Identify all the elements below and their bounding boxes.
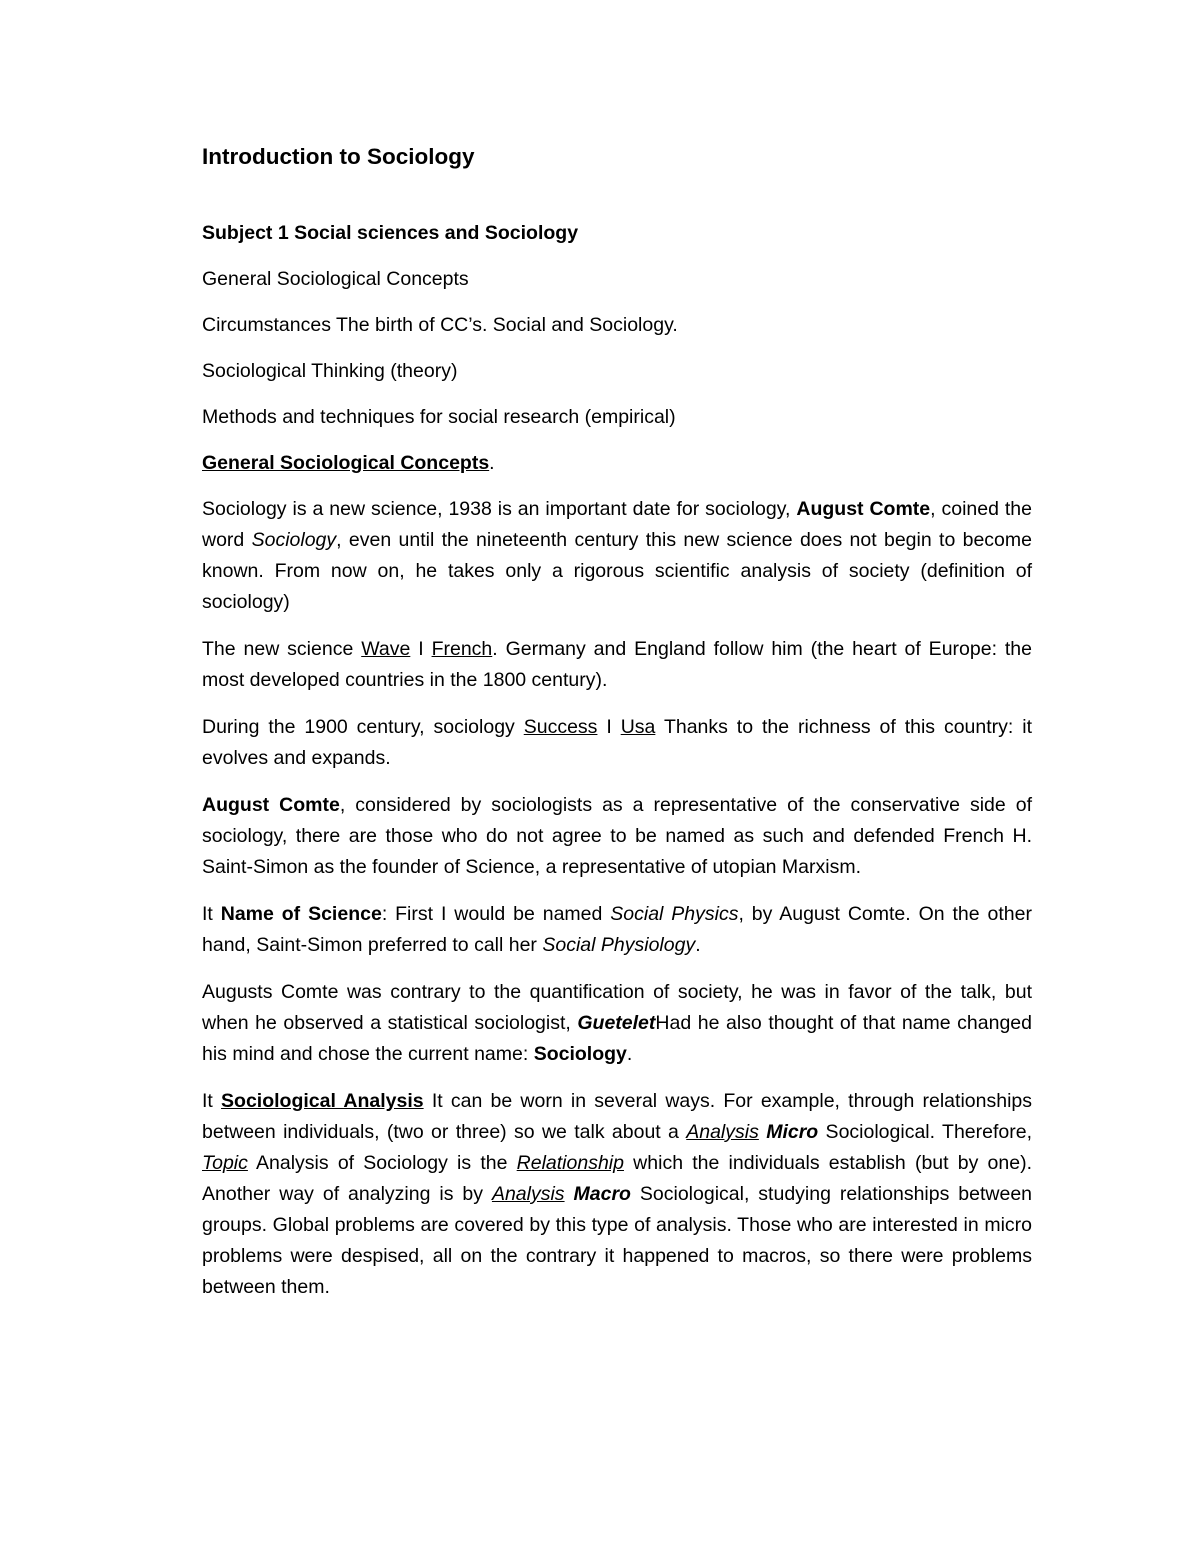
bold-term: August Comte xyxy=(796,498,931,520)
outline-item: General Sociological Concepts xyxy=(202,268,469,290)
document-title: Introduction to Sociology xyxy=(202,144,475,169)
text-run: . xyxy=(695,934,701,956)
text-run: , considered by sociologists as a representative of the conservative side of sociology, there are those who do not agree to be named as such and defended French H. Saint-Simon as the founder of Science, a representative of utopian Marxism. xyxy=(202,794,1032,878)
text-run: . xyxy=(626,1043,633,1065)
text-run: : First I would be named xyxy=(381,903,611,925)
bold-italic-term: Macro xyxy=(573,1183,631,1205)
outline-item: Circumstances The birth of CC’s. Social and Sociology. xyxy=(202,314,678,336)
text-run: Sociological. Therefore, xyxy=(818,1121,1032,1143)
text-run: The new science xyxy=(202,638,362,660)
outline-item: Methods and techniques for social research (empirical) xyxy=(202,406,676,428)
text-run: It can be worn in several ways. For example, through relationships between individuals, (two or three) so we talk about a xyxy=(202,1090,1032,1143)
paragraph-2 xyxy=(202,634,1032,696)
paragraph-7 xyxy=(202,1086,1032,1303)
bold-italic-term: Guetelet xyxy=(577,1012,656,1034)
text-run: , coined the word xyxy=(202,498,1032,551)
italic-underlined-term: Topic xyxy=(202,1152,248,1174)
underlined-term: Wave xyxy=(361,638,411,660)
section-heading: General Sociological Concepts xyxy=(202,452,490,474)
italic-underlined-term: Relationship xyxy=(516,1152,624,1174)
text-run: Sociology is a new science, 1938 is an important date for sociology, xyxy=(202,498,797,520)
bold-term: Name of Science xyxy=(220,903,382,925)
bold-term: August Comte xyxy=(202,794,340,816)
text-run: , by August Comte. On the other hand, Saint-Simon preferred to call her xyxy=(202,903,1032,956)
paragraph-5 xyxy=(202,899,1032,961)
bold-italic-term: Micro xyxy=(766,1121,819,1143)
text-run: I xyxy=(410,638,432,660)
text-run: . Germany and England follow him (the heart of Europe: the most developed countries in the 1800 century). xyxy=(202,638,1032,691)
text-run: Augusts Comte was contrary to the quantification of society, he was in favor of the talk, but when he observed a statistical sociologist, xyxy=(202,981,1032,1034)
section-heading-line xyxy=(202,448,1032,479)
text-run: I xyxy=(597,716,621,738)
underlined-term: Usa xyxy=(620,716,656,738)
italic-term: Social Physics xyxy=(610,903,739,925)
text-run xyxy=(565,1183,574,1205)
outline-item: Sociological Thinking (theory) xyxy=(202,360,458,382)
italic-term: Social Physiology xyxy=(542,934,696,956)
underlined-term: Success xyxy=(523,716,598,738)
bold-underlined-term: Sociological Analysis xyxy=(221,1090,424,1112)
document-page xyxy=(202,142,1032,1319)
text-run: which the individuals establish (but by one). Another way of analyzing is by xyxy=(202,1152,1033,1205)
text-run: Had he also thought of that name changed his mind and chose the current name: xyxy=(202,1012,1032,1065)
paragraph-6 xyxy=(202,977,1032,1070)
paragraph-1 xyxy=(202,494,1032,618)
bold-term: Sociology xyxy=(533,1043,627,1065)
italic-underlined-term: Analysis xyxy=(686,1121,759,1143)
text-run: Sociological, studying relationships between groups. Global problems are covered by this type of analysis. Those who are interested in micro problems were despised, all on the contrary it happened to macros, so there were problems between them. xyxy=(202,1183,1033,1298)
underlined-term: French xyxy=(431,638,493,660)
paragraph-3 xyxy=(202,712,1032,774)
section-heading-period: . xyxy=(489,452,495,474)
text-run: It xyxy=(202,1090,222,1112)
text-run: Analysis of Sociology is the xyxy=(247,1152,517,1174)
italic-underlined-term: Analysis xyxy=(491,1183,565,1205)
paragraph-4 xyxy=(202,790,1032,883)
subject-heading: Subject 1 Social sciences and Sociology xyxy=(202,222,579,244)
text-run: It xyxy=(202,903,221,925)
text-run: During the 1900 century, sociology xyxy=(202,716,524,738)
italic-term: Sociology xyxy=(251,529,337,551)
text-run: Thanks to the richness of this country: it evolves and expands. xyxy=(202,716,1032,769)
text-run: , even until the nineteenth century this new science does not begin to become known. From now on, he takes only a rigorous scientific analysis of society (definition of sociology) xyxy=(202,529,1032,613)
